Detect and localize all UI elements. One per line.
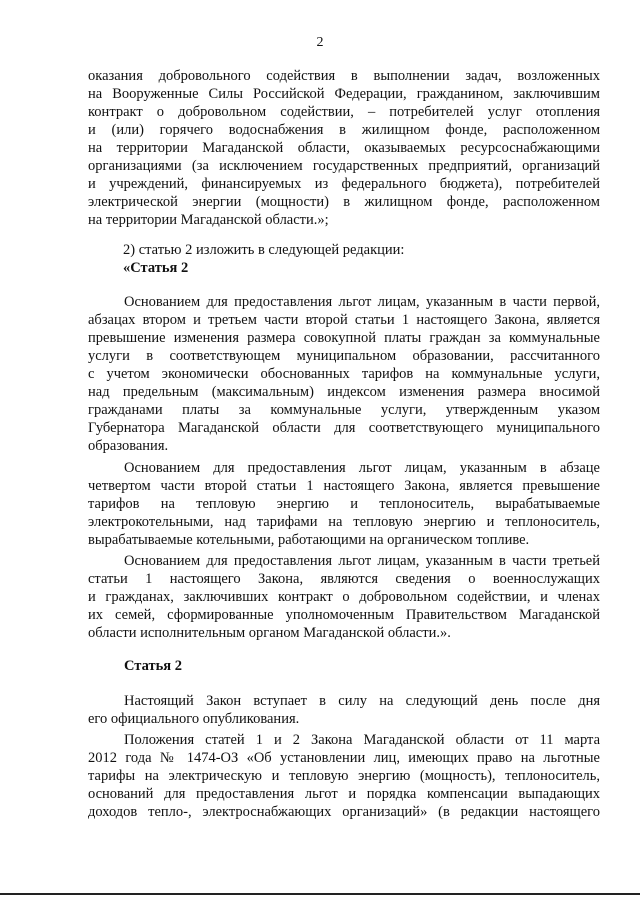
text-line: и (или) горячего водоснабжения в жилищном фонде, расположенном xyxy=(88,122,600,138)
text-line: тарифов на тепловую энергию и теплоноситель, вырабатываемые xyxy=(88,496,600,512)
text-line: над предельным (максимальным) индексом изменения размера вносимой xyxy=(88,384,600,400)
text-line: электрической энергии (мощности) в жилищном фонде, расположенном xyxy=(88,194,600,210)
text-line: статьи 1 настоящего Закона, являются сведения о военнослужащих xyxy=(88,571,600,587)
text-line: его официального опубликования. xyxy=(88,711,300,727)
text-line: электрокотельными, над тарифами на тепловую энергию и теплоноситель, xyxy=(88,514,600,530)
text-line: их семей, сформированные уполномоченным Правительством Магаданской xyxy=(88,607,600,623)
text-line: вырабатываемые котельными, работающими на органическом топливе. xyxy=(88,532,530,548)
text-line: Положения статей 1 и 2 Закона Магаданской области от 11 марта xyxy=(124,732,600,748)
text-line: контракт о добровольном содействии, – потребителей услуг отопления xyxy=(88,104,600,120)
text-line: на Вооруженные Силы Российской Федерации, гражданином, заключившим xyxy=(88,86,600,102)
text-line: и учреждений, финансируемых из федерального бюджета), потребителей xyxy=(88,176,600,192)
page-number: 2 xyxy=(316,35,324,50)
text-line: области исполнительным органом Магаданской области.». xyxy=(88,625,451,641)
text-line: на территории Магаданской области.»; xyxy=(88,212,329,228)
text-line: превышение изменения размера совокупной платы граждан за коммунальные xyxy=(88,330,600,346)
text-line: организациями (за исключением государственных предприятий, организаций xyxy=(88,158,600,174)
amendment-item-2: 2) статью 2 изложить в следующей редакции: xyxy=(123,242,405,258)
text-line: оказания добровольного содействия в выполнении задач, возложенных xyxy=(88,68,600,84)
text-line: оснований для предоставления льгот и порядка компенсации выпадающих xyxy=(88,786,600,802)
text-line: доходов тепло-, электроснабжающих организаций» (в редакции настоящего xyxy=(88,804,600,820)
text-line: Основанием для предоставления льгот лицам, указанным в части третьей xyxy=(124,553,600,569)
text-line: на территории Магаданской области, оказываемых ресурсоснабжающими xyxy=(88,140,600,156)
scan-bottom-edge xyxy=(0,893,640,895)
text-line: услуги в соответствующем муниципальном образовании, рассчитанного xyxy=(88,348,600,364)
text-line: Губернатора Магаданской области для соответствующего муниципального xyxy=(88,420,600,436)
text-line: тарифы на электрическую и тепловую энергию (мощность), теплоноситель, xyxy=(88,768,600,784)
text-line: Основанием для предоставления льгот лицам, указанным в абзаце xyxy=(124,460,600,476)
text-line: 2012 года № 1474-ОЗ «Об установлении лиц, имеющих право на льготные xyxy=(88,750,600,766)
text-line: и гражданах, заключивших контракт о добровольном содействии, и членах xyxy=(88,589,600,605)
article-2-heading: Статья 2 xyxy=(124,658,182,674)
text-line: абзацах втором и третьем части второй статьи 1 настоящего Закона, является xyxy=(88,312,600,328)
text-line: Основанием для предоставления льгот лицам, указанным в части первой, xyxy=(124,294,600,310)
text-line: четвертом части второй статьи 1 настоящего Закона, является превышение xyxy=(88,478,600,494)
text-line: с учетом экономически обоснованных тарифов на коммунальные услуги, xyxy=(88,366,600,382)
quoted-article-heading: «Статья 2 xyxy=(123,260,189,276)
text-line: образования. xyxy=(88,438,169,454)
text-line: гражданами платы за коммунальные услуги, утвержденным указом xyxy=(88,402,600,418)
text-line: Настоящий Закон вступает в силу на следующий день после дня xyxy=(124,693,600,709)
